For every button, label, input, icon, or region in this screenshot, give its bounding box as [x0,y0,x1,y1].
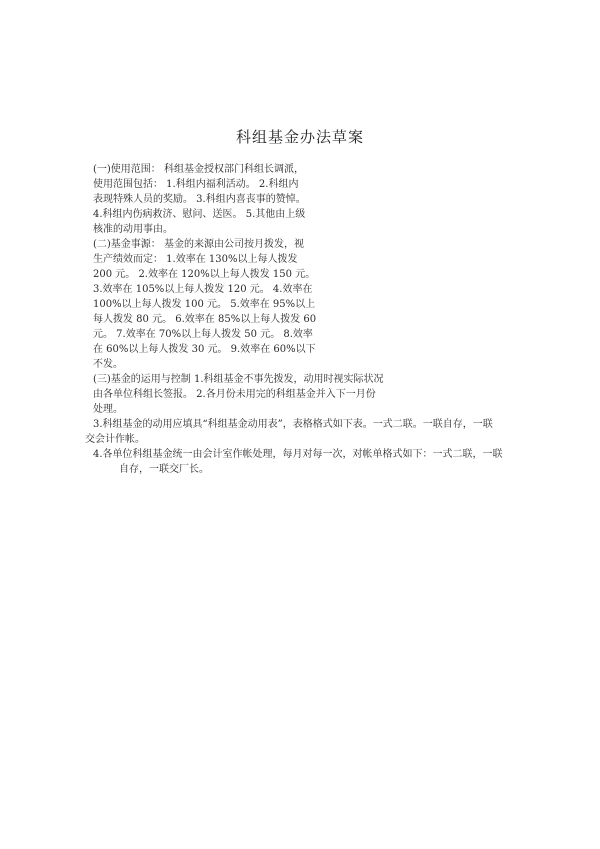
text-line: 200 元。 2.效率在 120%以上每人拨发 150 元。 [93,269,316,280]
text-line: 由各单位科组长签报。 2.各月份未用完的科组基金并入下一月份 [93,389,376,400]
text-line: 交会计作帐。 [85,434,145,445]
text-line: 每人拨发 80 元。 6.效率在 85%以上每人拨发 60 [93,314,317,325]
text-line: 生产绩效而定： 1.效率在 130%以上每人拨发 [93,254,298,265]
text-line: 4.科组内伤病救济、慰问、送医。 5.其他由上级 [93,209,306,220]
text-line: 核准的动用事由。 [93,224,173,235]
text-line: 3.科组基金的动用应填具“科组基金动用表”，表格格式如下表。一式二联。一联自存，一联 [93,419,493,430]
text-line: (一)使用范围： 科组基金授权部门科组长调派， [93,164,304,175]
text-line: 3.效率在 105%以上每人拨发 120 元。 4.效率在 [93,284,313,295]
text-line: 自存，一联交厂长。 [119,464,209,475]
text-line: 使用范围包括： 1.科组内福利活动。 2.科组内 [93,179,299,190]
text-line: (二)基金事源： 基金的来源由公司按月拨发，视 [93,239,304,250]
text-line: 元。 7.效率在 70%以上每人拨发 50 元。 8.效率 [93,329,313,340]
text-line: 100%以上每人拨发 100 元。 5.效率在 95%以上 [93,299,316,310]
text-line: (三)基金的运用与控制 1.科组基金不事先拨发，动用时视实际状况 [93,374,384,385]
document-title: 科组基金办法草案 [235,128,364,146]
text-line: 不发。 [93,359,123,370]
text-line: 在 60%以上每人拨发 30 元。 9.效率在 60%以下 [93,344,316,355]
text-line: 处理。 [93,404,123,415]
text-line: 4.各单位科组基金统一由会计室作帐处理，每月对每一次，对帐单格式如下：一式二联，一联 [93,449,503,460]
text-line: 表现特殊人员的奖励。 3.科组内喜丧事的赞悼。 [93,194,306,205]
